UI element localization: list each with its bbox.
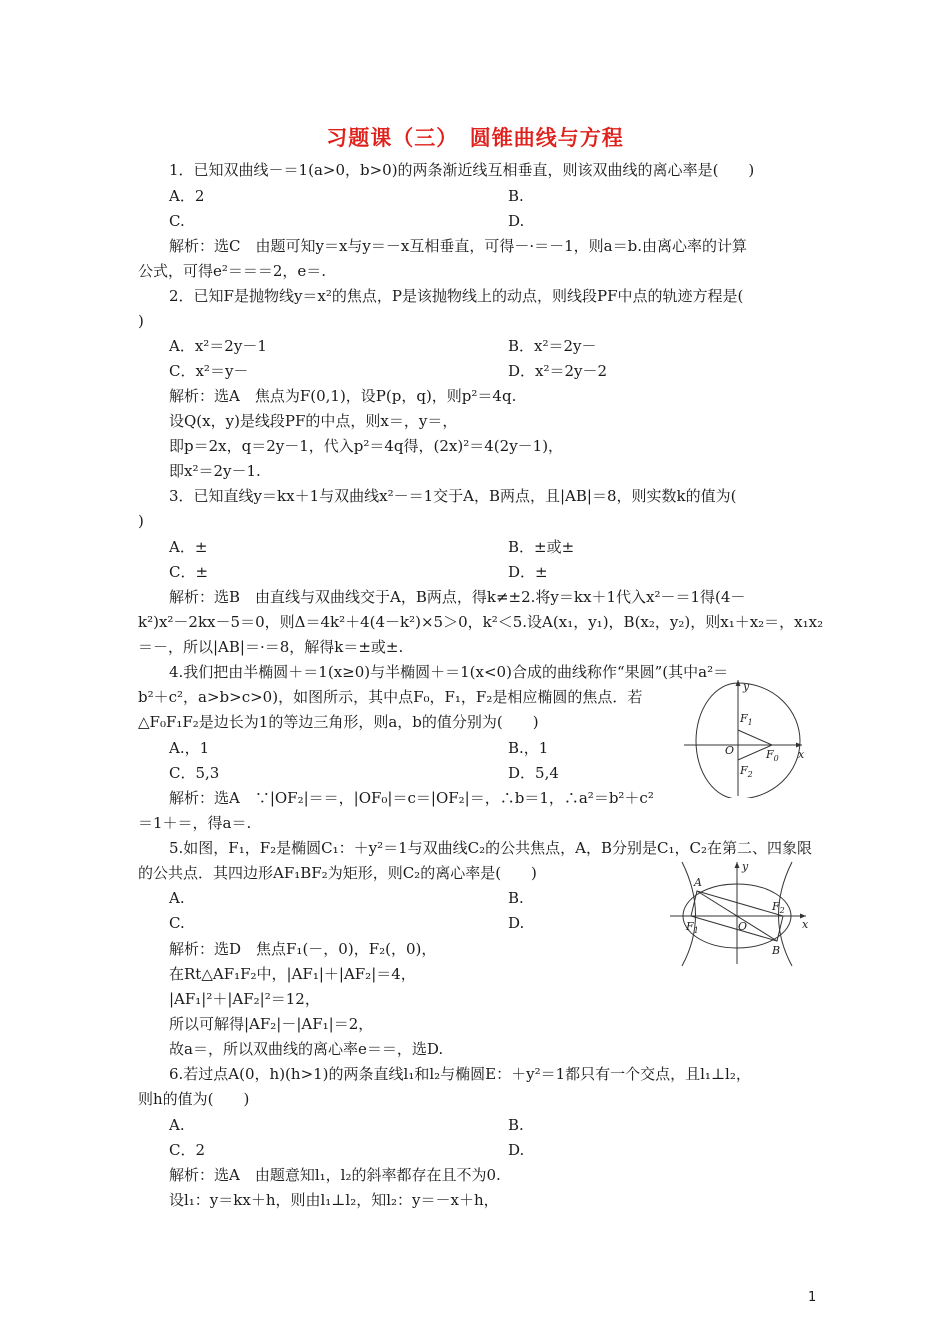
fruit-ellipse-figure xyxy=(680,678,810,798)
text-line: ) xyxy=(138,512,144,530)
text-line: ＝－，所以|AB|＝·＝8，解得k＝±或±. xyxy=(138,638,404,656)
left-half-ellipse xyxy=(696,683,738,798)
text-line: △F₀F₁F₂是边长为1的等边三角形，则a，b的值分别为( ) xyxy=(138,713,539,731)
text-line: k²)x²－2kx－5＝0，则Δ＝4k²＋4(4－k²)×5＞0，k²＜5.设A(x₁，y₁)，B(x₂，y₂)，则x₁＋x₂＝，x₁x₂ xyxy=(138,613,824,631)
option-right-column: D．± xyxy=(508,563,548,581)
option-right-column: B.，1 xyxy=(508,739,549,757)
svg-text:F0 xyxy=(765,748,779,763)
text-line: 4.我们把由半椭圆＋＝1(x≥0)与半椭圆＋＝1(x<0)合成的曲线称作“果圆”(其中a²＝ xyxy=(169,663,729,681)
text-line: A. xyxy=(169,889,185,907)
text-line: 的公共点．其四边形AF₁BF₂为矩形，则C₂的离心率是( ) xyxy=(138,864,537,882)
text-line: 解析：选C 由题可知y＝x与y＝－x互相垂直，可得－·＝－1，则a＝b.由离心率的计算 xyxy=(169,237,747,255)
option-right-column: B. xyxy=(508,889,524,907)
point-a-label: A xyxy=(694,876,702,889)
text-line: C．± xyxy=(169,563,209,581)
text-line: A.，1 xyxy=(169,739,210,757)
option-right-column: D．5,4 xyxy=(508,764,559,782)
y-axis-arrow xyxy=(735,862,740,868)
text-line: C. xyxy=(169,914,185,932)
option-right-column: D. xyxy=(508,914,525,932)
text-line: 解析：选A 焦点为F(0,1)，设P(p，q)，则p²＝4q. xyxy=(169,387,517,405)
svg-text:F2 xyxy=(771,900,785,915)
text-line: C．x²＝y－ xyxy=(169,362,249,380)
text-line: 解析：选B 由直线与双曲线交于A，B两点，得k≠±2.将y＝kx＋1代入x²－＝1得(4－ xyxy=(169,588,746,606)
text-line: 即x²＝2y－1. xyxy=(169,462,261,480)
option-right-column: D. xyxy=(508,1141,525,1159)
page-title: 习题课（三） 圆锥曲线与方程 xyxy=(326,126,624,150)
text-line: 解析：选A ∵|OF₂|＝＝，|OF₀|＝c＝|OF₂|＝，∴b＝1，∴a²＝b²＋c² xyxy=(169,789,654,807)
text-line: ) xyxy=(138,312,144,330)
f1-sub: 1 xyxy=(693,926,699,935)
text-line: C．5,3 xyxy=(169,764,220,782)
text-line: 所以可解得|AF₂|－|AF₁|＝2， xyxy=(169,1015,374,1033)
f2-label: F xyxy=(740,764,748,777)
x-label: x xyxy=(802,918,809,931)
f2-sub: 2 xyxy=(747,770,753,779)
option-right-column: D. xyxy=(508,212,525,230)
text-line: 5.如图，F₁，F₂是椭圆C₁：＋y²＝1与双曲线C₂的公共焦点，A，B分别是C₁，C₂在第二、四象限 xyxy=(169,839,813,857)
svg-text:F1 xyxy=(739,712,753,727)
page-number: 1 xyxy=(808,1290,817,1305)
text-line: 设Q(x，y)是线段PF的中点，则x＝，y＝， xyxy=(169,412,458,430)
right-half-ellipse xyxy=(738,683,800,798)
y-label: y xyxy=(742,860,749,873)
option-right-column: B. xyxy=(508,1116,524,1134)
origin-label: O xyxy=(738,920,748,933)
f1-label: F xyxy=(740,712,748,725)
text-line: 2．已知F是抛物线y＝x²的焦点，P是该抛物线上的动点，则线段PF中点的轨迹方程是( xyxy=(169,287,744,305)
text-line: 解析：选A 由题意知l₁，l₂的斜率都存在且不为0. xyxy=(169,1166,501,1184)
x-axis-arrow xyxy=(796,743,802,748)
origin-label: O xyxy=(725,744,735,757)
f0-sub: 0 xyxy=(773,754,779,763)
text-line: b²＋c²，a>b>c>0)，如图所示，其中点F₀，F₁，F₂是相应椭圆的焦点．若 xyxy=(138,688,643,706)
text-line: A. xyxy=(169,1116,185,1134)
text-line: C. xyxy=(169,212,185,230)
text-line: A．x²＝2y－1 xyxy=(169,337,267,355)
y-label: y xyxy=(743,680,750,693)
ellipse-hyperbola-figure xyxy=(664,858,812,968)
text-line: 3．已知直线y＝kx＋1与双曲线x²－＝1交于A，B两点，且|AB|＝8，则实数k的值为( xyxy=(169,487,737,505)
text-line: 即p＝2x，q＝2y－1，代入p²＝4q得，(2x)²＝4(2y－1)， xyxy=(169,437,564,455)
point-b-label: B xyxy=(772,944,781,957)
text-line: 解析：选D 焦点F₁(－，0)，F₂(，0)， xyxy=(169,940,437,958)
text-line: 6.若过点A(0，h)(h>1)的两条直线l₁和l₂与椭圆E：＋y²＝1都只有一个交点，且l₁⊥l₂， xyxy=(169,1065,751,1083)
text-line: C．2 xyxy=(169,1141,206,1159)
f2-sub: 2 xyxy=(779,906,785,915)
option-right-column: B．x²＝2y－ xyxy=(508,337,597,355)
f2-label: F xyxy=(772,900,780,913)
f1-sub: 1 xyxy=(747,718,753,727)
text-line: 在Rt△AF₁F₂中，|AF₁|＋|AF₂|＝4， xyxy=(169,965,416,983)
svg-text:F1 xyxy=(685,920,699,935)
f1-label: F xyxy=(686,920,694,933)
text-line: 设l₁：y＝kx＋h，则由l₁⊥l₂，知l₂：y＝－x＋h， xyxy=(169,1191,499,1209)
x-label: x xyxy=(798,748,805,761)
f0-label: F xyxy=(766,748,774,761)
text-line: |AF₁|²＋|AF₂|²＝12， xyxy=(169,990,320,1008)
text-line: A．± xyxy=(169,538,208,556)
text-line: 则h的值为( ) xyxy=(138,1090,250,1108)
svg-text:F2 xyxy=(739,764,753,779)
text-line: 公式，可得e²＝＝＝2，e＝. xyxy=(138,262,327,280)
option-right-column: B. xyxy=(508,187,524,205)
text-line: 故a＝，所以双曲线的离心率e＝＝，选D. xyxy=(169,1040,444,1058)
text-line: A．2 xyxy=(169,187,205,205)
option-right-column: B．±或± xyxy=(508,538,575,556)
option-right-column: D．x²＝2y－2 xyxy=(508,362,608,380)
text-line: 1．已知双曲线－＝1(a>0，b>0)的两条渐近线互相垂直，则该双曲线的离心率是( ) xyxy=(169,161,755,179)
text-line: ＝1＋＝，得a＝. xyxy=(138,814,252,832)
